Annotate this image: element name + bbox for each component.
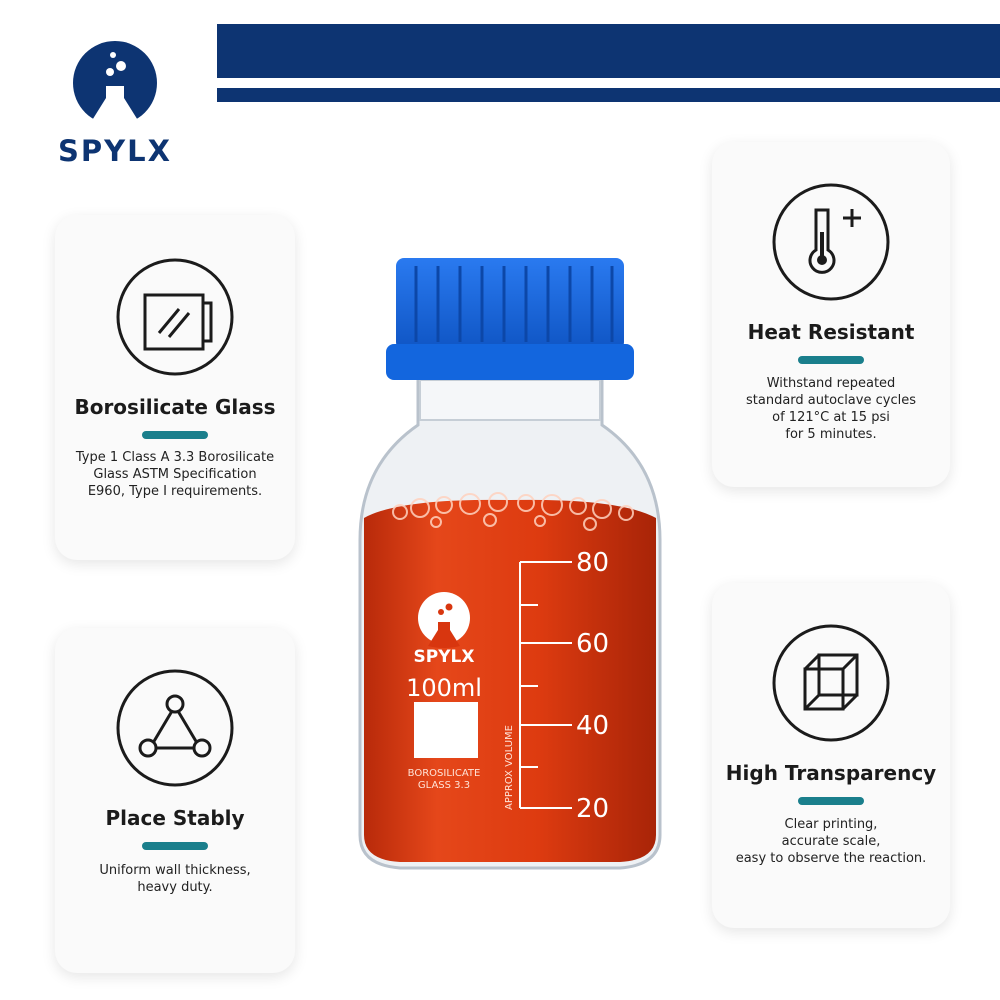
bottle-cap [396,258,624,350]
accent-underline [798,797,864,805]
printed-material-line2: GLASS 3.3 [417,780,471,791]
printed-capacity: 100ml [406,674,482,702]
feature-title: Place Stably [105,806,245,830]
feature-title: Heat Resistant [747,320,915,344]
feature-card-heat [712,142,950,487]
printed-brand: SPYLX [413,647,475,667]
scale-caption: APPROX VOLUME [504,725,515,810]
feature-card-borosilicate [55,215,295,560]
glass-pane-icon [115,257,235,381]
graduation-label: 20 [576,794,610,824]
graduation-label: 80 [576,548,610,578]
printed-material-line1: BOROSILICATE [407,768,481,779]
glass-neck [420,380,600,420]
accent-underline [798,356,864,364]
feature-card-transparency [712,583,950,928]
accent-underline [142,431,208,439]
feature-description: Uniform wall thickness, heavy duty. [99,863,251,895]
feature-card-stable [55,628,295,973]
thermometer-plus-icon [771,182,891,306]
writing-patch [414,702,478,758]
brand-logo [55,38,175,170]
graduation-label: 60 [576,629,610,659]
cube-icon [771,623,891,747]
header-bar-bottom [217,88,1000,102]
media-bottle-image [340,250,680,890]
accent-underline [142,842,208,850]
feature-title: High Transparency [725,761,937,785]
flask-logo-icon [55,38,175,134]
feature-title: Borosilicate Glass [74,395,276,419]
feature-description: Withstand repeated standard autoclave cycles of 121°C at 15 psi for 5 minutes. [746,376,916,442]
header-bar-top [217,24,1000,78]
cap-rim [386,344,634,380]
triangle-nodes-icon [115,668,235,792]
brand-name: SPYLX [58,134,172,168]
graduation-label: 40 [576,711,610,741]
feature-description: Clear printing, accurate scale, easy to observe the reaction. [735,817,927,866]
feature-description: Type 1 Class A 3.3 Borosilicate Glass ASTM Specification E960, Type I requirements. [75,450,275,499]
